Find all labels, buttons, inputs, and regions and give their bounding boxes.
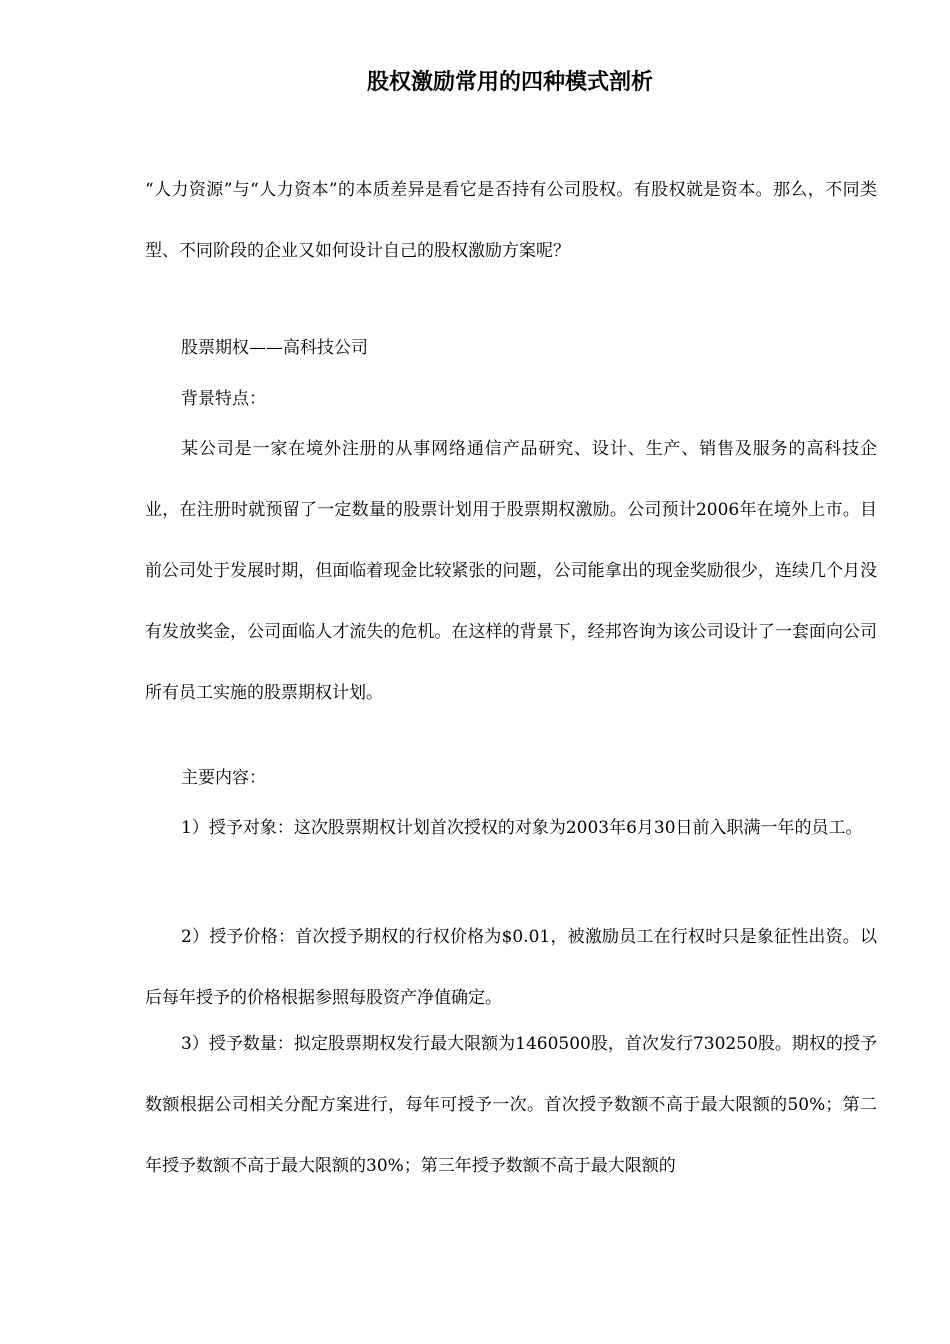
- section-heading: 股票期权——高科技公司: [181, 338, 368, 358]
- intro-paragraph: “人力资源”与“人力资本”的本质差异是看它是否持有公司股权。有股权就是资本。那么，不同类型、不同阶段的企业又如何设计自己的股权激励方案呢？: [145, 180, 877, 261]
- list-item-grant-price: 2）授予价格：首次授予期权的行权价格为$0.01，被激励员工在行权时只是象征性出资。以后每年授予的价格根据参照每股资产净值确定。: [145, 927, 877, 1008]
- background-paragraph: 某公司是一家在境外注册的从事网络通信产品研究、设计、生产、销售及服务的高科技企业，在注册时就预留了一定数量的股票计划用于股票期权激励。公司预计2006年在境外上市。目前公司处于发展时期，但面临着现金比较紧张的问题，公司能拿出的现金奖励很少，连续几个月没有发放奖金，公司面临人才流失的危机。在这样的背景下，经邦咨询为该公司设计了一套面向公司所有员工实施的股票期权计划。: [145, 439, 877, 703]
- background-label: 背景特点：: [181, 389, 266, 409]
- list-item-grant-object: 1）授予对象：这次股票期权计划首次授权的对象为2003年6月30日前入职满一年的员工。: [181, 818, 863, 838]
- list-item-grant-quantity: 3）授予数量：拟定股票期权发行最大限额为1460500股，首次发行730250股。期权的授予数额根据公司相关分配方案进行，每年可授予一次。首次授予数额不高于最大限额的50%；第二年授予数额不高于最大限额的30%；第三年授予数额不高于最大限额的: [145, 1034, 877, 1176]
- main-content-label: 主要内容：: [181, 768, 266, 788]
- document-title: 股权激励常用的四种模式剖析: [366, 70, 653, 95]
